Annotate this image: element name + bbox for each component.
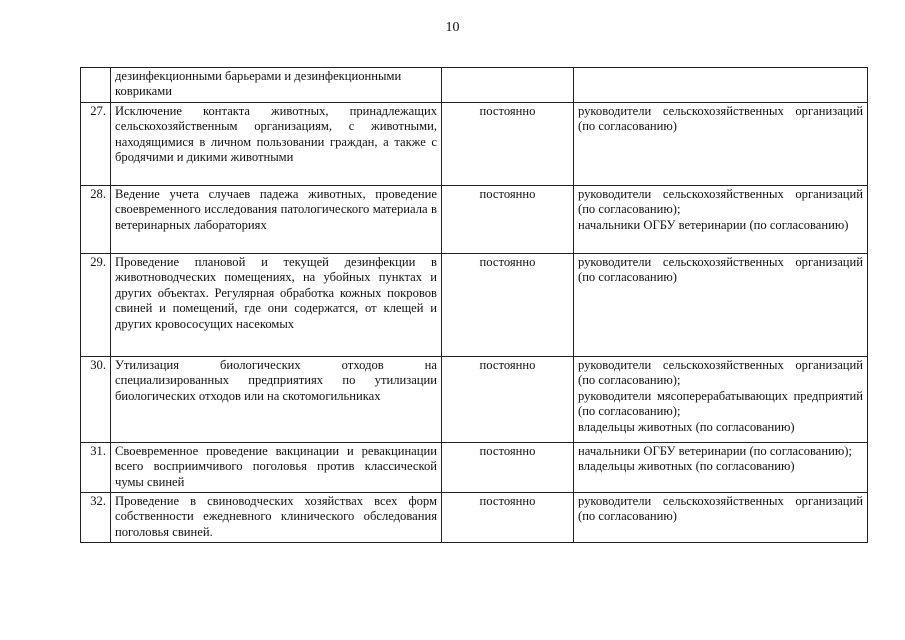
responsible-entry: начальники ОГБУ ветеринарии (по согласованию);	[578, 444, 852, 458]
term-text: постоянно	[442, 103, 574, 186]
table-row	[81, 443, 868, 493]
responsible-cell	[574, 254, 868, 357]
page-number: 10	[445, 20, 460, 35]
action-text: Проведение плановой и текущей дезинфекции в животноводческих помещениях, на убойных пунктах и других объектах. Регулярная обработка кожных покровов свиней и помещений, где они содержатся, от клещей и других кровососущих насекомых	[111, 254, 442, 357]
responsible-entry: руководители сельскохозяйственных организаций (по согласованию)	[578, 255, 863, 285]
table-row	[81, 254, 868, 357]
term-text: постоянно	[442, 357, 574, 443]
term-text: постоянно	[442, 186, 574, 254]
row-number: 31.	[81, 443, 111, 493]
responsible-entry: владельцы животных (по согласованию)	[578, 459, 795, 474]
action-text: Проведение в свиноводческих хозяйствах всех форм собственности ежедневного клинического обследования поголовья свиней.	[111, 493, 442, 543]
action-text: Своевременное проведение вакцинации и ревакцинации всего восприимчивого поголовья против классической чумы свиней	[111, 443, 442, 493]
responsible-entry: руководители сельскохозяйственных организаций (по согласованию);	[578, 358, 863, 388]
term-text	[442, 68, 574, 103]
row-number: 29.	[81, 254, 111, 357]
responsible-cell	[574, 103, 868, 186]
responsible-entry: руководители сельскохозяйственных организаций (по согласованию);	[578, 187, 863, 217]
term-text: постоянно	[442, 254, 574, 357]
action-text: Утилизация биологических отходов на специализированных предприятиях по утилизации биологических отходов или на скотомогильниках	[111, 357, 442, 443]
row-number: 30.	[81, 357, 111, 443]
row-number: 28.	[81, 186, 111, 254]
responsible-entry: руководители мясоперерабатывающих предприятий (по согласованию);	[578, 388, 863, 419]
responsible-cell	[574, 493, 868, 543]
responsible-entry: начальники ОГБУ ветеринарии (по согласованию)	[578, 217, 849, 232]
responsible-cell	[574, 68, 868, 103]
action-text: Ведение учета случаев падежа животных, проведение своевременного исследования патологического материала в ветеринарных лабораториях	[111, 186, 442, 254]
responsible-entry: руководители сельскохозяйственных организаций (по согласованию)	[578, 104, 863, 134]
table-row	[81, 186, 868, 254]
row-number: 27.	[81, 103, 111, 186]
action-text: Исключение контакта животных, принадлежащих сельскохозяйственным организациям, с животными, находящимися в личном пользовании граждан, а также с бродячими и дикими животными	[111, 103, 442, 186]
table-row	[81, 493, 868, 543]
responsible-entry: руководители сельскохозяйственных организаций (по согласованию)	[578, 494, 863, 524]
measures-table	[80, 67, 868, 543]
row-number: 32.	[81, 493, 111, 543]
term-text: постоянно	[442, 493, 574, 543]
table-row	[81, 357, 868, 443]
table-row	[81, 68, 868, 103]
responsible-cell	[574, 357, 868, 443]
responsible-entry: владельцы животных (по согласованию)	[578, 419, 795, 434]
responsible-cell	[574, 186, 868, 254]
term-text: постоянно	[442, 443, 574, 493]
table-row	[81, 103, 868, 186]
row-number	[81, 68, 111, 103]
action-text: дезинфекционными барьерами и дезинфекционными ковриками	[111, 68, 442, 103]
responsible-cell	[574, 443, 868, 493]
